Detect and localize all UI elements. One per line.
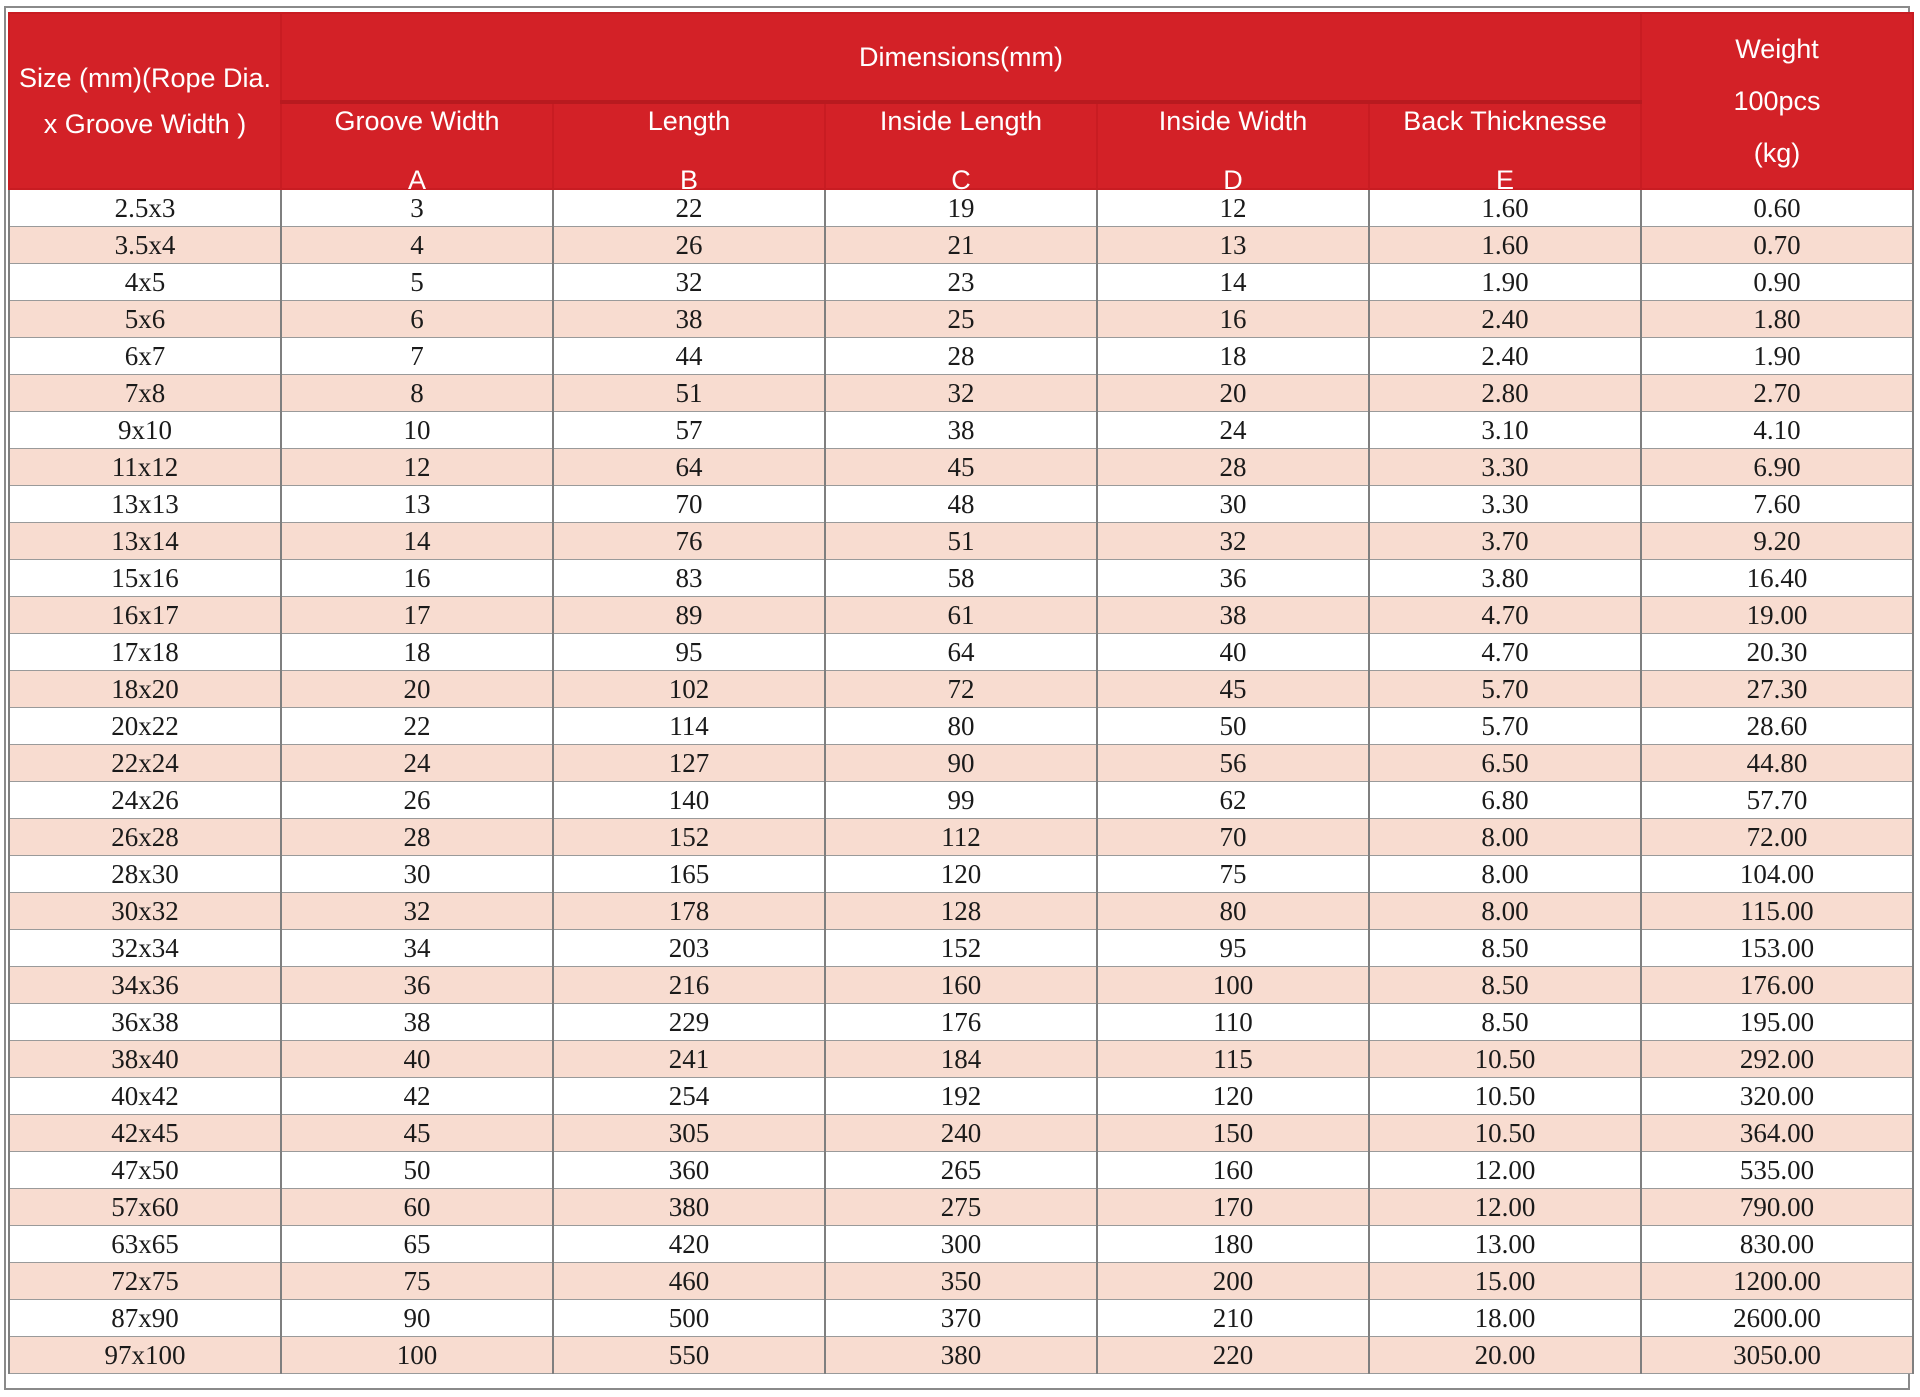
table-cell: 56 [1097, 745, 1369, 782]
header-col-d [1097, 102, 1369, 195]
table-cell: 21 [825, 227, 1097, 264]
table-row [9, 597, 1913, 634]
table-cell: 115 [1097, 1041, 1369, 1078]
table-cell: 2.40 [1369, 301, 1641, 338]
table-row [9, 708, 1913, 745]
table-cell: 20x22 [9, 708, 281, 745]
table-cell: 45 [281, 1115, 553, 1152]
table-cell: 36 [1097, 560, 1369, 597]
table-cell: 72 [825, 671, 1097, 708]
table-cell: 8 [281, 375, 553, 412]
table-cell: 64 [825, 634, 1097, 671]
header-col-name: Length [647, 106, 731, 136]
table-cell: 60 [281, 1189, 553, 1226]
table-cell: 26 [553, 227, 825, 264]
table-row [9, 893, 1913, 930]
table-cell: 44 [553, 338, 825, 375]
table-cell: 229 [553, 1004, 825, 1041]
table-cell: 51 [825, 523, 1097, 560]
table-cell: 62 [1097, 782, 1369, 819]
table-cell: 535.00 [1641, 1152, 1913, 1189]
table-cell: 13x14 [9, 523, 281, 560]
table-cell: 241 [553, 1041, 825, 1078]
table-cell: 48 [825, 486, 1097, 523]
table-cell: 360 [553, 1152, 825, 1189]
spec-table [8, 12, 1914, 1374]
header-weight-line2: 100pcs [1733, 86, 1821, 116]
table-cell: 22 [553, 189, 825, 227]
table-cell: 128 [825, 893, 1097, 930]
table-cell: 300 [825, 1226, 1097, 1263]
table-cell: 8.00 [1369, 893, 1641, 930]
table-cell: 1.80 [1641, 301, 1913, 338]
header-col-letter: C [951, 165, 971, 195]
table-cell: 18 [281, 634, 553, 671]
table-cell: 254 [553, 1078, 825, 1115]
table-cell: 20 [281, 671, 553, 708]
header-col-letter: D [1223, 165, 1243, 195]
table-cell: 72x75 [9, 1263, 281, 1300]
table-cell: 28.60 [1641, 708, 1913, 745]
spec-table-frame [4, 6, 1910, 1390]
table-cell: 0.70 [1641, 227, 1913, 264]
table-cell: 65 [281, 1226, 553, 1263]
header-col-name: Inside Length [879, 106, 1043, 136]
table-cell: 13 [1097, 227, 1369, 264]
table-cell: 192 [825, 1078, 1097, 1115]
table-cell: 220 [1097, 1337, 1369, 1374]
table-cell: 150 [1097, 1115, 1369, 1152]
table-cell: 1.90 [1369, 264, 1641, 301]
table-cell: 24 [1097, 412, 1369, 449]
table-cell: 165 [553, 856, 825, 893]
table-cell: 20.00 [1369, 1337, 1641, 1374]
table-cell: 184 [825, 1041, 1097, 1078]
table-cell: 112 [825, 819, 1097, 856]
table-cell: 58 [825, 560, 1097, 597]
table-cell: 18.00 [1369, 1300, 1641, 1337]
table-cell: 80 [825, 708, 1097, 745]
table-row [9, 264, 1913, 301]
table-cell: 2.5x3 [9, 189, 281, 227]
table-cell: 6 [281, 301, 553, 338]
table-row [9, 1078, 1913, 1115]
table-cell: 3050.00 [1641, 1337, 1913, 1374]
table-cell: 28 [281, 819, 553, 856]
table-cell: 4 [281, 227, 553, 264]
table-row [9, 301, 1913, 338]
table-cell: 27.30 [1641, 671, 1913, 708]
table-cell: 104.00 [1641, 856, 1913, 893]
table-cell: 380 [825, 1337, 1097, 1374]
table-cell: 13x13 [9, 486, 281, 523]
table-cell: 500 [553, 1300, 825, 1337]
table-cell: 45 [1097, 671, 1369, 708]
table-cell: 3.30 [1369, 449, 1641, 486]
table-cell: 44.80 [1641, 745, 1913, 782]
table-cell: 5x6 [9, 301, 281, 338]
table-cell: 16x17 [9, 597, 281, 634]
table-cell: 364.00 [1641, 1115, 1913, 1152]
table-row [9, 1337, 1913, 1374]
table-cell: 6x7 [9, 338, 281, 375]
table-cell: 10.50 [1369, 1115, 1641, 1152]
table-cell: 180 [1097, 1226, 1369, 1263]
table-cell: 19.00 [1641, 597, 1913, 634]
table-row [9, 560, 1913, 597]
table-cell: 305 [553, 1115, 825, 1152]
table-cell: 8.00 [1369, 819, 1641, 856]
table-cell: 7.60 [1641, 486, 1913, 523]
table-cell: 3.70 [1369, 523, 1641, 560]
table-cell: 0.90 [1641, 264, 1913, 301]
table-cell: 0.60 [1641, 189, 1913, 227]
table-cell: 10.50 [1369, 1041, 1641, 1078]
header-col-letter: E [1496, 165, 1515, 195]
table-cell: 3.80 [1369, 560, 1641, 597]
table-cell: 18 [1097, 338, 1369, 375]
table-cell: 9x10 [9, 412, 281, 449]
table-cell: 99 [825, 782, 1097, 819]
table-cell: 28x30 [9, 856, 281, 893]
table-cell: 38 [553, 301, 825, 338]
table-cell: 8.50 [1369, 967, 1641, 1004]
table-cell: 16 [1097, 301, 1369, 338]
table-cell: 12 [1097, 189, 1369, 227]
table-cell: 100 [1097, 967, 1369, 1004]
table-cell: 6.50 [1369, 745, 1641, 782]
table-row [9, 1300, 1913, 1337]
table-cell: 1.90 [1641, 338, 1913, 375]
table-row [9, 412, 1913, 449]
table-cell: 5.70 [1369, 671, 1641, 708]
table-cell: 38 [825, 412, 1097, 449]
table-cell: 120 [1097, 1078, 1369, 1115]
table-row [9, 856, 1913, 893]
table-cell: 40 [281, 1041, 553, 1078]
table-cell: 32 [281, 893, 553, 930]
table-cell: 153.00 [1641, 930, 1913, 967]
table-cell: 47x50 [9, 1152, 281, 1189]
table-cell: 25 [825, 301, 1097, 338]
table-cell: 2.80 [1369, 375, 1641, 412]
table-cell: 57x60 [9, 1189, 281, 1226]
table-cell: 70 [553, 486, 825, 523]
table-cell: 89 [553, 597, 825, 634]
table-row [9, 227, 1913, 264]
table-cell: 17 [281, 597, 553, 634]
table-cell: 34 [281, 930, 553, 967]
table-cell: 15x16 [9, 560, 281, 597]
table-row [9, 967, 1913, 1004]
table-cell: 5.70 [1369, 708, 1641, 745]
table-cell: 120 [825, 856, 1097, 893]
table-cell: 26x28 [9, 819, 281, 856]
table-cell: 30 [1097, 486, 1369, 523]
table-cell: 18x20 [9, 671, 281, 708]
table-cell: 160 [825, 967, 1097, 1004]
table-row [9, 782, 1913, 819]
table-cell: 5 [281, 264, 553, 301]
table-cell: 127 [553, 745, 825, 782]
table-cell: 275 [825, 1189, 1097, 1226]
table-cell: 38x40 [9, 1041, 281, 1078]
table-cell: 420 [553, 1226, 825, 1263]
table-cell: 176 [825, 1004, 1097, 1041]
table-cell: 57.70 [1641, 782, 1913, 819]
table-cell: 22 [281, 708, 553, 745]
header-weight-line3: (kg) [1753, 138, 1801, 168]
table-cell: 114 [553, 708, 825, 745]
table-cell: 12.00 [1369, 1189, 1641, 1226]
table-cell: 160 [1097, 1152, 1369, 1189]
table-cell: 24 [281, 745, 553, 782]
table-cell: 42 [281, 1078, 553, 1115]
header-col-name: Inside Width [1158, 106, 1308, 136]
table-cell: 265 [825, 1152, 1097, 1189]
header-dimensions: Dimensions(mm) [281, 13, 1641, 102]
table-cell: 40x42 [9, 1078, 281, 1115]
table-cell: 2600.00 [1641, 1300, 1913, 1337]
table-cell: 64 [553, 449, 825, 486]
table-cell: 110 [1097, 1004, 1369, 1041]
table-cell: 7 [281, 338, 553, 375]
table-cell: 380 [553, 1189, 825, 1226]
table-cell: 40 [1097, 634, 1369, 671]
table-cell: 152 [553, 819, 825, 856]
table-cell: 32 [553, 264, 825, 301]
table-cell: 26 [281, 782, 553, 819]
table-row [9, 338, 1913, 375]
table-cell: 3.10 [1369, 412, 1641, 449]
table-cell: 90 [281, 1300, 553, 1337]
table-cell: 170 [1097, 1189, 1369, 1226]
table-cell: 97x100 [9, 1337, 281, 1374]
table-cell: 13.00 [1369, 1226, 1641, 1263]
table-cell: 10.50 [1369, 1078, 1641, 1115]
table-cell: 17x18 [9, 634, 281, 671]
table-cell: 19 [825, 189, 1097, 227]
table-cell: 320.00 [1641, 1078, 1913, 1115]
table-cell: 12.00 [1369, 1152, 1641, 1189]
table-cell: 8.00 [1369, 856, 1641, 893]
table-cell: 460 [553, 1263, 825, 1300]
table-cell: 176.00 [1641, 967, 1913, 1004]
table-cell: 50 [281, 1152, 553, 1189]
table-cell: 550 [553, 1337, 825, 1374]
table-row [9, 449, 1913, 486]
table-cell: 370 [825, 1300, 1097, 1337]
table-cell: 4.70 [1369, 597, 1641, 634]
table-cell: 152 [825, 930, 1097, 967]
table-cell: 72.00 [1641, 819, 1913, 856]
table-cell: 15.00 [1369, 1263, 1641, 1300]
table-cell: 28 [1097, 449, 1369, 486]
header-col-a [281, 102, 553, 195]
table-cell: 1.60 [1369, 227, 1641, 264]
table-cell: 38 [1097, 597, 1369, 634]
table-cell: 24x26 [9, 782, 281, 819]
table-cell: 203 [553, 930, 825, 967]
table-cell: 1.60 [1369, 189, 1641, 227]
table-cell: 4.10 [1641, 412, 1913, 449]
table-cell: 1200.00 [1641, 1263, 1913, 1300]
table-cell: 20 [1097, 375, 1369, 412]
table-cell: 95 [553, 634, 825, 671]
table-row [9, 1115, 1913, 1152]
table-cell: 34x36 [9, 967, 281, 1004]
table-cell: 87x90 [9, 1300, 281, 1337]
table-cell: 32 [1097, 523, 1369, 560]
table-cell: 36 [281, 967, 553, 1004]
header-col-e [1369, 102, 1641, 195]
table-cell: 140 [553, 782, 825, 819]
header-col-name: Groove Width [334, 106, 500, 136]
table-cell: 115.00 [1641, 893, 1913, 930]
table-cell: 790.00 [1641, 1189, 1913, 1226]
table-cell: 14 [1097, 264, 1369, 301]
table-row [9, 930, 1913, 967]
table-cell: 76 [553, 523, 825, 560]
table-cell: 13 [281, 486, 553, 523]
table-cell: 16 [281, 560, 553, 597]
table-cell: 22x24 [9, 745, 281, 782]
header-col-c [825, 102, 1097, 195]
table-cell: 95 [1097, 930, 1369, 967]
table-cell: 8.50 [1369, 930, 1641, 967]
table-cell: 195.00 [1641, 1004, 1913, 1041]
table-row [9, 1152, 1913, 1189]
table-row [9, 375, 1913, 412]
table-cell: 63x65 [9, 1226, 281, 1263]
table-cell: 42x45 [9, 1115, 281, 1152]
header-size: Size (mm)(Rope Dia. x Groove Width ) [9, 13, 281, 189]
table-cell: 200 [1097, 1263, 1369, 1300]
table-cell: 11x12 [9, 449, 281, 486]
table-cell: 6.90 [1641, 449, 1913, 486]
table-cell: 45 [825, 449, 1097, 486]
table-cell: 4.70 [1369, 634, 1641, 671]
table-cell: 70 [1097, 819, 1369, 856]
table-cell: 3.5x4 [9, 227, 281, 264]
table-cell: 50 [1097, 708, 1369, 745]
table-cell: 23 [825, 264, 1097, 301]
table-cell: 57 [553, 412, 825, 449]
table-row [9, 745, 1913, 782]
table-cell: 10 [281, 412, 553, 449]
table-cell: 9.20 [1641, 523, 1913, 560]
table-row [9, 1263, 1913, 1300]
header-weight [1641, 13, 1913, 189]
table-cell: 3 [281, 189, 553, 227]
table-row [9, 1226, 1913, 1263]
table-cell: 32 [825, 375, 1097, 412]
table-cell: 4x5 [9, 264, 281, 301]
table-row [9, 1189, 1913, 1226]
table-cell: 14 [281, 523, 553, 560]
table-cell: 75 [281, 1263, 553, 1300]
table-cell: 6.80 [1369, 782, 1641, 819]
table-cell: 350 [825, 1263, 1097, 1300]
header-col-letter: A [407, 165, 426, 195]
table-row [9, 1041, 1913, 1078]
table-cell: 102 [553, 671, 825, 708]
header-col-b [553, 102, 825, 195]
table-cell: 7x8 [9, 375, 281, 412]
table-cell: 83 [553, 560, 825, 597]
table-cell: 830.00 [1641, 1226, 1913, 1263]
table-cell: 2.70 [1641, 375, 1913, 412]
table-cell: 36x38 [9, 1004, 281, 1041]
table-cell: 16.40 [1641, 560, 1913, 597]
table-cell: 30x32 [9, 893, 281, 930]
table-cell: 100 [281, 1337, 553, 1374]
table-cell: 30 [281, 856, 553, 893]
table-cell: 80 [1097, 893, 1369, 930]
table-row [9, 486, 1913, 523]
header-col-name: Back Thicknesse [1403, 106, 1607, 136]
table-cell: 61 [825, 597, 1097, 634]
table-cell: 28 [825, 338, 1097, 375]
table-cell: 51 [553, 375, 825, 412]
table-cell: 8.50 [1369, 1004, 1641, 1041]
table-cell: 20.30 [1641, 634, 1913, 671]
header-col-letter: B [679, 165, 698, 195]
table-cell: 240 [825, 1115, 1097, 1152]
table-cell: 32x34 [9, 930, 281, 967]
table-cell: 3.30 [1369, 486, 1641, 523]
table-cell: 38 [281, 1004, 553, 1041]
table-row [9, 819, 1913, 856]
table-cell: 210 [1097, 1300, 1369, 1337]
table-cell: 12 [281, 449, 553, 486]
table-cell: 292.00 [1641, 1041, 1913, 1078]
table-row [9, 1004, 1913, 1041]
table-cell: 178 [553, 893, 825, 930]
table-cell: 90 [825, 745, 1097, 782]
table-row [9, 523, 1913, 560]
table-cell: 75 [1097, 856, 1369, 893]
table-row [9, 634, 1913, 671]
table-cell: 216 [553, 967, 825, 1004]
table-row [9, 671, 1913, 708]
table-cell: 2.40 [1369, 338, 1641, 375]
header-weight-line1: Weight [1735, 34, 1819, 64]
